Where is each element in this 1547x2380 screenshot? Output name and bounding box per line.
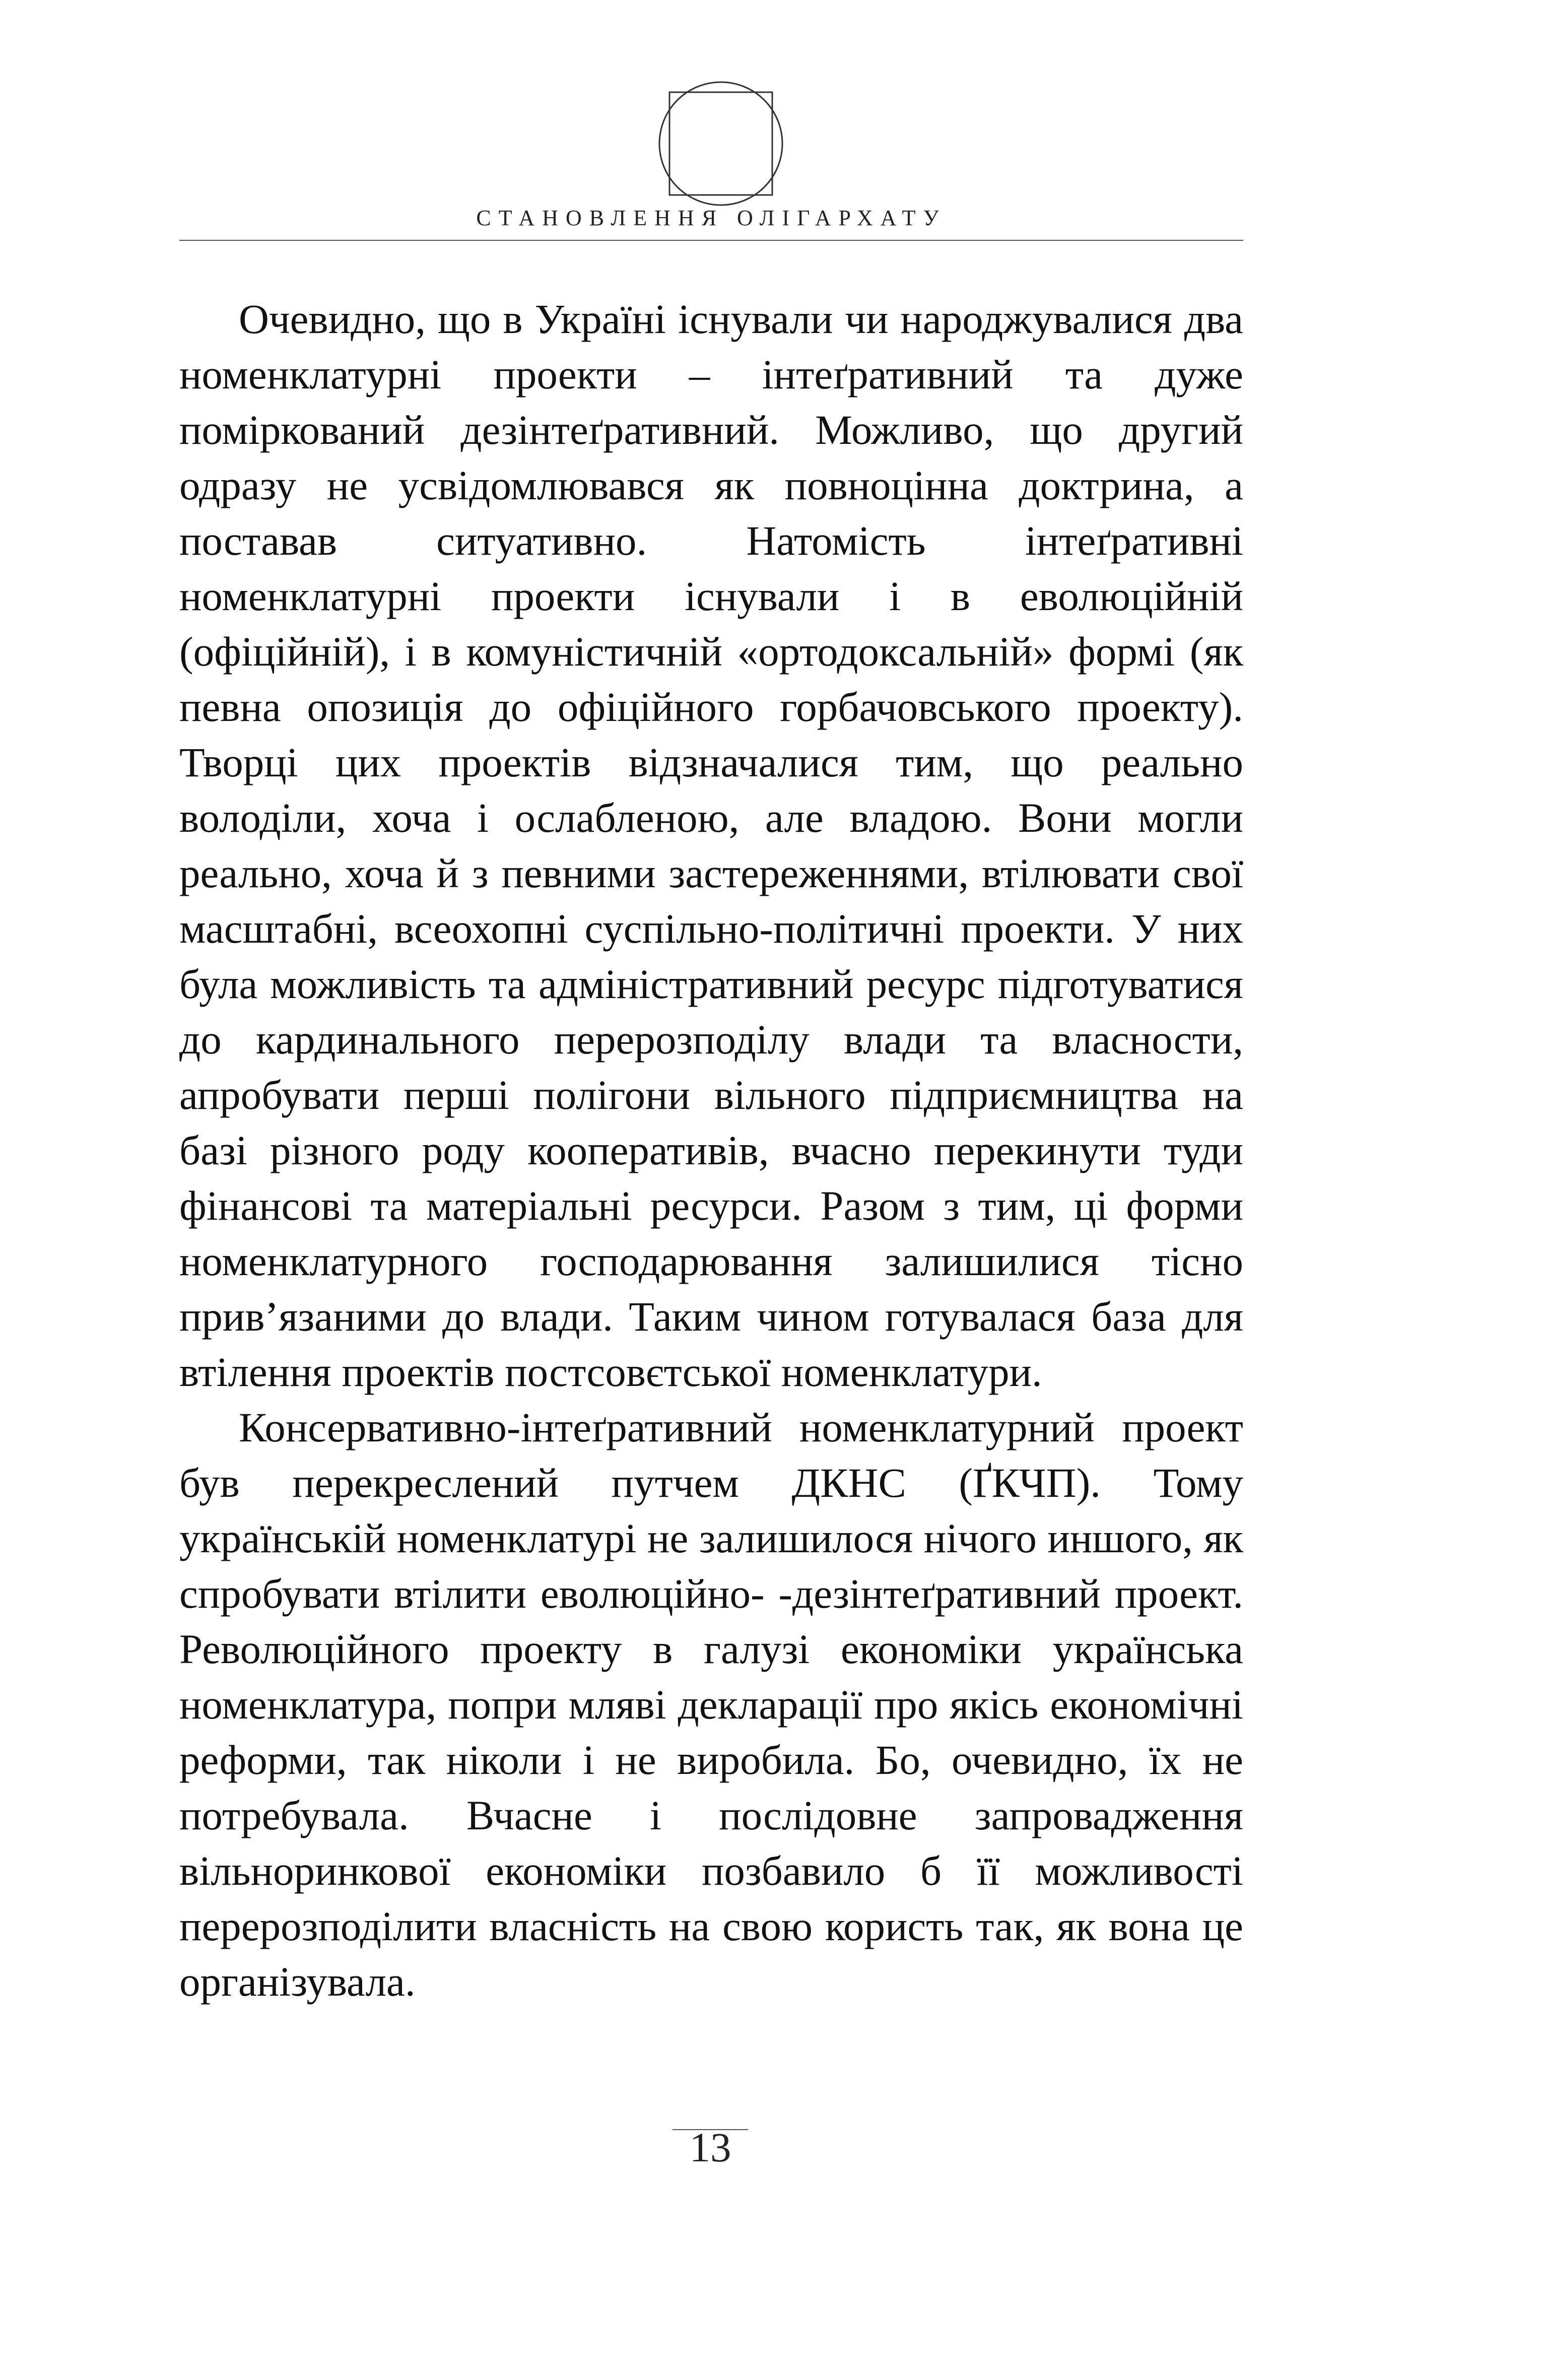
running-head: СТАНОВЛЕННЯ ОЛІГАРХАТУ <box>476 206 947 230</box>
body-text <box>179 291 1243 2009</box>
header-rule <box>179 240 1243 241</box>
page-number: 13 <box>689 2124 731 2170</box>
circle-square-emblem-icon <box>653 76 789 212</box>
paragraph-2: Консервативно-інтеґративний номенклатурний проект був перекреслений путчем ДКНС (ҐКЧП). Тому українській номенклатурі не залишилося нічого иншого, як спробувати втілити еволюційно- -дезінтеґративний проект. Революційного проекту в галузі економіки українська номенклатура, попри мляві декларації про якісь економічні реформи, так ніколи і не виробила. Бо, очевидно, їх не потребувала. Вчасне і послідовне запровадження вільноринкової економіки позбавило б її можливості перерозподілити власність на свою користь так, як вона це організувала. <box>179 1404 1243 2005</box>
paragraph-1: Очевидно, що в Україні існували чи народжувалися два номенклатурні проекти – інтеґративний та дуже поміркований дезінтеґративний. Можливо, що другий одразу не усвідомлювався як повноцінна доктрина, а поставав ситуативно. Натомість інтеґративні номенклатурні проекти існували і в еволюційній (офіційній), і в комуністичній «ортодоксальній» формі (як певна опозиція до офіційного горбачовського проекту). Творці цих проектів відзначалися тим, що реально володіли, хоча і ослабленою, але владою. Вони могли реально, хоча й з певними застереженнями, втілювати свої масштабні, всеохопні суспільно-політичні проекти. У них була можливість та адміністративний ресурс підготуватися до кардинального перерозподілу влади та власности, апробувати перші полігони вільного підприємництва на базі різного роду кооперативів, вчасно перекинути туди фінансові та матеріальні ресурси. Разом з тим, ці форми номенклатурного господарювання залишилися тісно прив’язаними до влади. Таким чином готувалася база для втілення проектів постсовєтської номенклатури. <box>179 296 1243 1395</box>
